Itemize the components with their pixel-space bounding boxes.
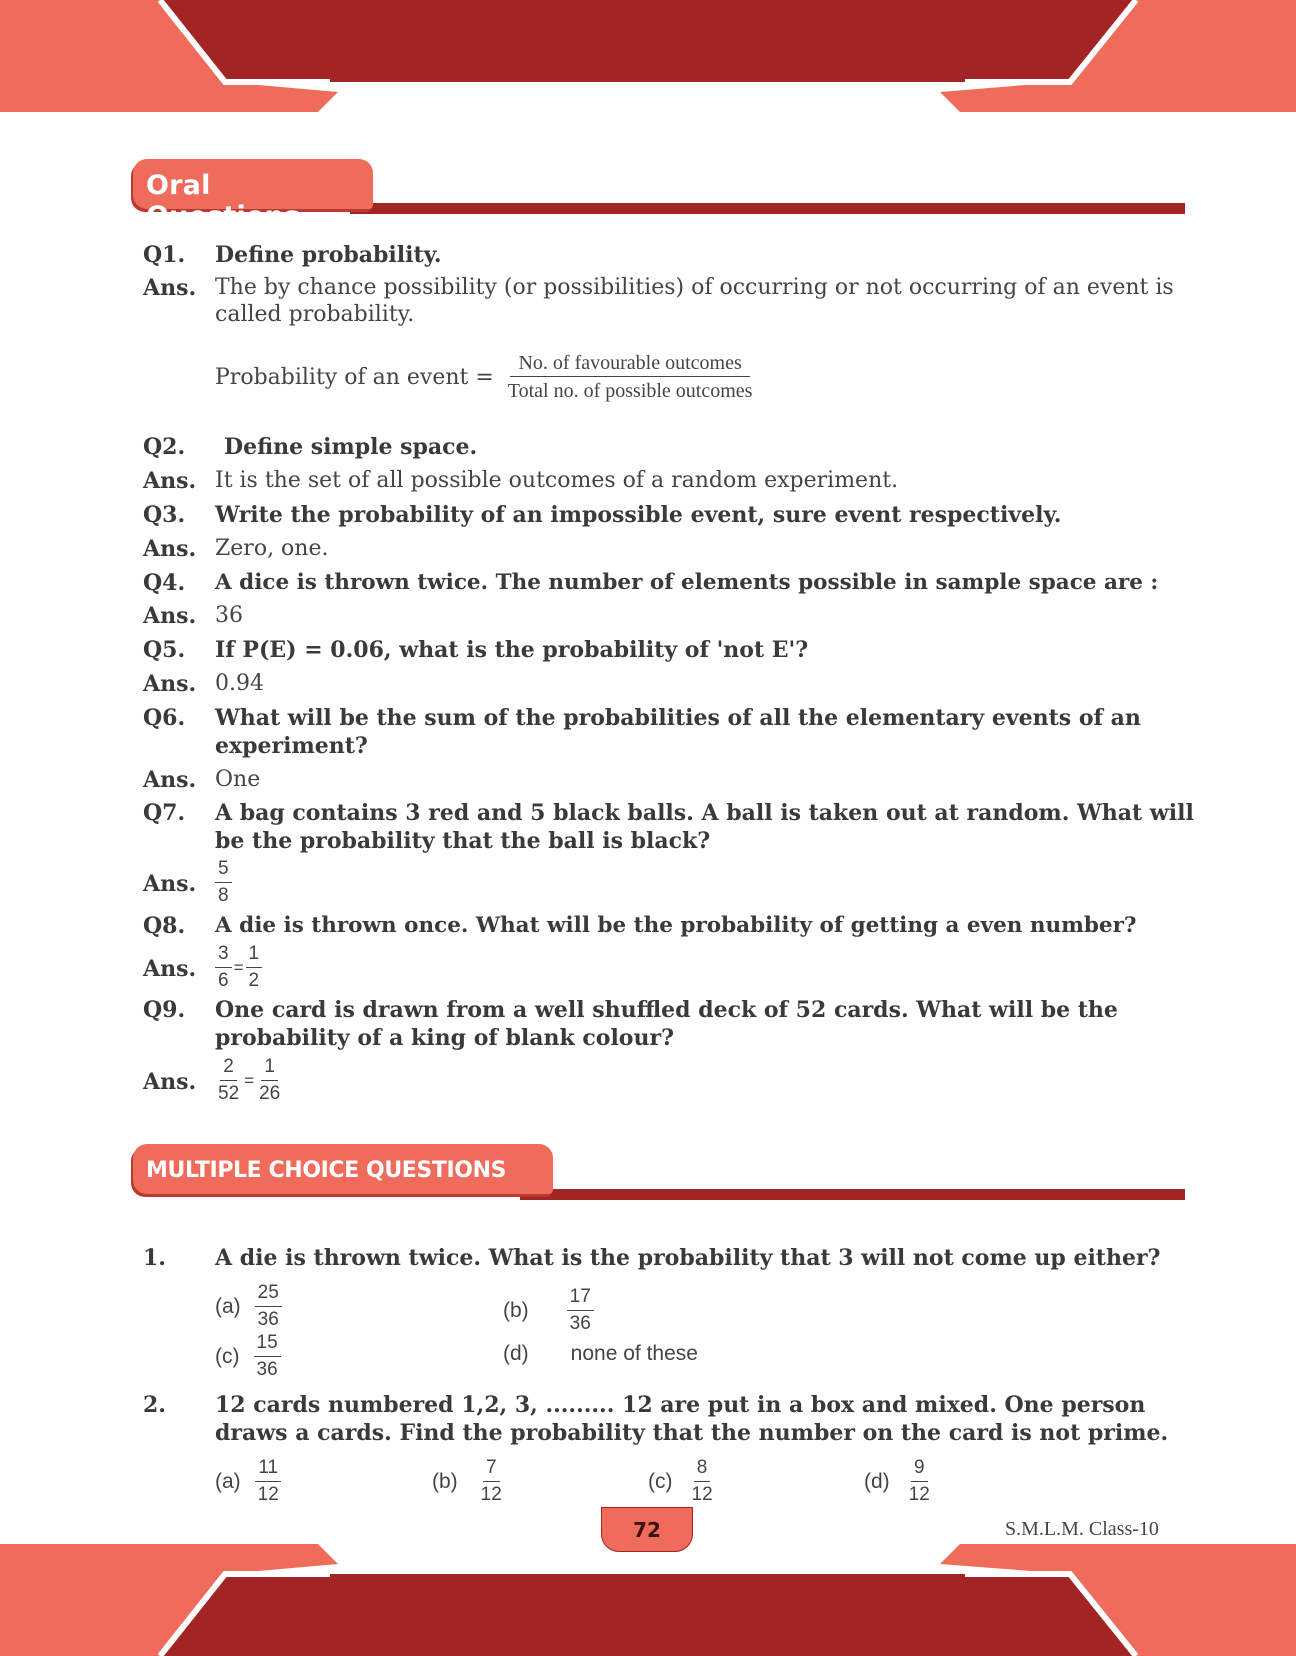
answer-label: Ans. [143,671,197,697]
numerator: 8 [694,1457,711,1482]
option-letter: (d) [503,1342,529,1365]
bottom-banner [0,1536,1296,1656]
top-banner [0,0,1296,120]
page-number: 72 [601,1507,693,1552]
mcq1-option-a[interactable] [215,1282,282,1331]
numerator: 2 [220,1056,237,1081]
denominator: 12 [908,1484,930,1505]
answer-value [215,1056,1165,1105]
answer-text: Zero, one. [215,536,329,561]
question-text: A bag contains 3 red and 5 black balls. A ball is taken out at random. What will be the probability that the ball is black? [215,800,1194,854]
question-number: 1. [143,1245,166,1271]
answer-fraction-left [215,943,232,992]
option-letter: (a) [215,1294,241,1318]
question-label: Q9. [143,997,186,1023]
numerator: 5 [215,858,232,883]
option-text: none of these [570,1342,698,1365]
oral-heading: Oral Questions [133,159,373,209]
formula-fraction [504,350,757,404]
option-fraction [689,1457,716,1506]
option-fraction [255,1457,282,1506]
mcq-heading: MULTIPLE CHOICE QUESTIONS [133,1144,553,1194]
book-title: S.M.L.M. Class-10 [1005,1518,1159,1540]
denominator: 36 [256,1359,278,1380]
mcq1-option-b[interactable] [503,1286,594,1335]
formula-numerator: No. of favourable outcomes [510,350,749,377]
answer-fraction-right [256,1056,283,1105]
denominator: 12 [257,1484,279,1505]
question-label: Q2. [143,434,186,460]
mcq2-option-d[interactable] [864,1457,933,1506]
numerator: 11 [255,1457,281,1482]
numerator: 9 [911,1457,928,1482]
answer-label: Ans. [143,871,197,897]
mcq2-option-c[interactable] [648,1457,716,1506]
oral-header-rule [350,203,1185,214]
mcq-header-rule [520,1189,1185,1200]
denominator: 26 [259,1083,281,1104]
answer-text: The by chance possibility (or possibilities) of occurring or not occurring of an event is called probability. [215,275,1174,327]
question-label: Q3. [143,502,186,528]
option-fraction [478,1457,505,1506]
numerator: 3 [215,943,232,968]
equals-sign: = [244,1070,255,1090]
question-text: A die is thrown twice. What is the probability that 3 will not come up either? [215,1245,1161,1271]
question-number: 2. [143,1392,166,1418]
option-letter: (b) [432,1469,458,1493]
mcq1-option-c[interactable] [215,1332,281,1381]
question-label: Q8. [143,913,186,939]
question-label: Q6. [143,705,186,731]
answer-value [215,943,1165,992]
option-letter: (a) [215,1469,241,1493]
numerator: 1 [246,943,263,968]
question-label: Q7. [143,800,186,826]
mcq2-option-b[interactable] [432,1457,505,1506]
question-text: Define probability. [215,242,442,268]
denominator: 2 [248,970,260,991]
answer-label: Ans. [143,956,197,982]
answer-fraction-right [246,943,263,992]
question-text: One card is drawn from a well shuffled deck of 52 cards. What will be the probability of a king of blank colour? [215,997,1118,1051]
question-text: Write the probability of an impossible event, sure event respectively. [215,502,1062,528]
question-label: Q1. [143,242,186,268]
answer-fraction-left [215,1056,242,1105]
option-letter: (c) [215,1344,240,1368]
probability-formula [215,350,756,404]
answer-label: Ans. [143,767,197,793]
equals-sign: = [233,957,244,977]
answer-text: 0.94 [215,671,264,696]
answer-text: It is the set of all possible outcomes of a random experiment. [215,468,899,493]
denominator: 8 [218,885,229,906]
denominator: 12 [480,1484,502,1505]
answer-label: Ans. [143,468,197,494]
formula-lhs: Probability of an event = [215,364,494,390]
mcq1-option-d[interactable] [503,1342,698,1366]
denominator: 52 [218,1083,240,1104]
option-fraction [906,1457,933,1506]
denominator: 36 [569,1313,591,1334]
answer-fraction [215,858,232,907]
numerator: 1 [261,1056,278,1081]
option-fraction [254,1332,281,1381]
question-text: A dice is thrown twice. The number of elements possible in sample space are : [215,570,1159,595]
option-letter: (b) [503,1298,529,1322]
answer-label: Ans. [143,536,197,562]
answer-label: Ans. [143,1069,197,1095]
numerator: 7 [483,1457,500,1482]
numerator: 17 [567,1286,594,1311]
mcq2-option-a[interactable] [215,1457,282,1506]
question-text: What will be the sum of the probabilities of all the elementary events of an experiment? [215,705,1141,759]
question-text: A die is thrown once. What will be the probability of getting a even number? [215,913,1137,938]
option-letter: (c) [648,1469,673,1493]
answer-text: 36 [215,603,243,628]
question-label: Q4. [143,570,186,596]
question-text: Define simple space. [224,434,478,460]
question-text: 12 cards numbered 1,2, 3, ......... 12 are put in a box and mixed. One person draws a cards. Find the probability that the number on the card is not prime. [215,1392,1169,1446]
question-text: If P(E) = 0.06, what is the probability of 'not E'? [215,637,809,663]
option-fraction [567,1286,594,1335]
answer-value [215,858,1165,907]
numerator: 15 [254,1332,281,1357]
option-fraction [255,1282,282,1331]
option-letter: (d) [864,1469,890,1493]
answer-label: Ans. [143,275,197,301]
denominator: 12 [691,1484,713,1505]
denominator: 36 [257,1309,279,1330]
question-label: Q5. [143,637,186,663]
answer-text: One [215,767,261,792]
formula-denominator: Total no. of possible outcomes [507,380,753,402]
denominator: 6 [218,970,229,991]
numerator: 25 [255,1282,282,1307]
answer-label: Ans. [143,603,197,629]
